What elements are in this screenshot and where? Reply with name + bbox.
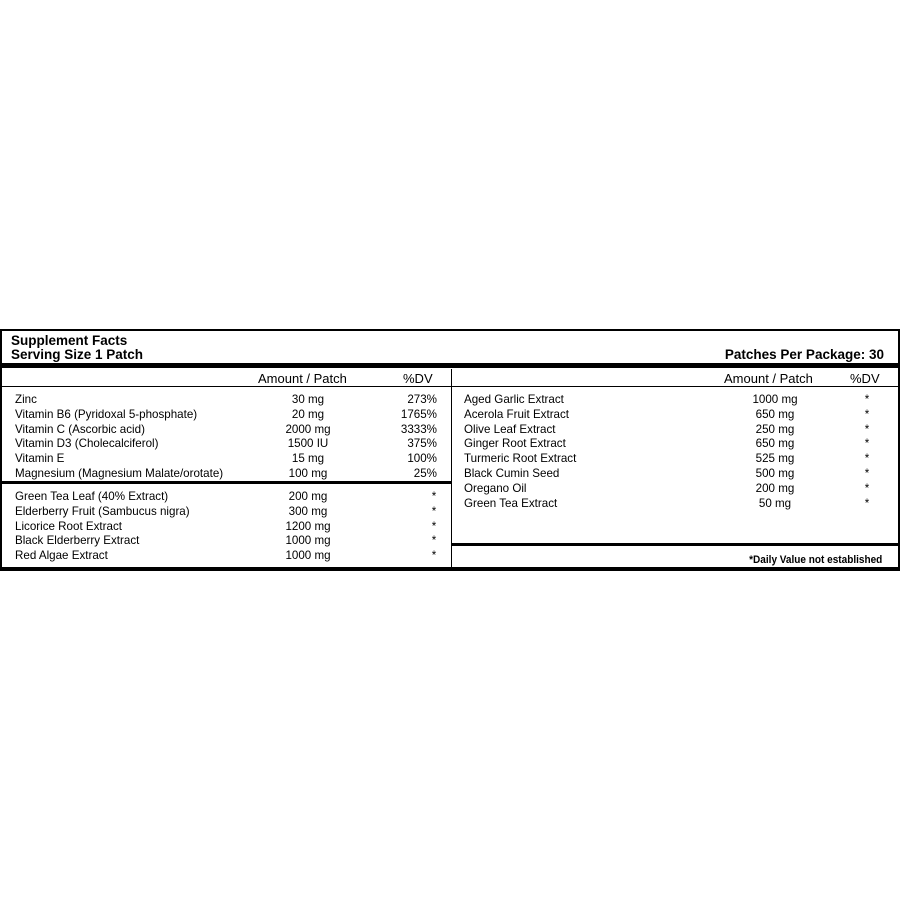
- extract-amount: 250 mg: [755, 422, 795, 436]
- extract-row: [2, 452, 898, 467]
- nutrient-dv: 375%: [407, 437, 437, 451]
- extract-row: [2, 408, 898, 423]
- extract-amount: 1000 mg: [285, 549, 331, 563]
- nutrient-amount: 20 mg: [291, 407, 325, 421]
- nutrient-amount: 2000 mg: [285, 422, 331, 436]
- patches-per-package: Patches Per Package: 30: [724, 347, 884, 362]
- panel-title: Supplement Facts: [11, 333, 128, 348]
- nutrient-name: Vitamin C (Ascorbic acid): [15, 422, 145, 436]
- extract-dv: *: [431, 534, 437, 548]
- left-subheader-rule: [2, 386, 451, 387]
- extract-row: [2, 393, 898, 408]
- extract-amount: 1000 mg: [752, 393, 798, 406]
- extract-name: Aged Garlic Extract: [464, 393, 564, 406]
- nutrient-amount: 100 mg: [288, 467, 328, 480]
- extract-amount: 1200 mg: [285, 519, 331, 533]
- nutrient-name: Vitamin D3 (Cholecalciferol): [15, 437, 159, 451]
- nutrient-name: Vitamin E: [15, 452, 65, 466]
- serving-size: Serving Size 1 Patch: [11, 347, 144, 362]
- extract-dv: *: [864, 496, 870, 510]
- extract-dv: *: [431, 490, 437, 503]
- extract-name: Black Elderberry Extract: [15, 534, 140, 548]
- extract-name: Licorice Root Extract: [15, 519, 122, 533]
- extract-name: Elderberry Fruit (Sambucus nigra): [15, 504, 190, 518]
- extract-amount: 650 mg: [755, 437, 795, 451]
- extract-name: Ginger Root Extract: [464, 437, 566, 451]
- extract-row: [2, 497, 898, 512]
- left-amount-header: Amount / Patch: [258, 371, 347, 386]
- extract-row: [2, 549, 451, 564]
- extract-amount: 1000 mg: [285, 534, 331, 548]
- extract-name: Green Tea Leaf (40% Extract): [15, 490, 169, 503]
- extract-row: [2, 534, 451, 549]
- extract-dv: *: [431, 549, 437, 563]
- right-amount-header: Amount / Patch: [724, 371, 813, 386]
- extract-amount: 200 mg: [755, 481, 795, 495]
- extract-amount: 650 mg: [755, 407, 795, 421]
- right-footer-rule: [451, 543, 898, 546]
- nutrient-amount: 15 mg: [291, 452, 325, 466]
- extract-amount: 300 mg: [288, 504, 328, 518]
- header-rule: [2, 363, 898, 368]
- right-dv-header: %DV: [850, 371, 880, 386]
- extract-amount: 525 mg: [755, 452, 795, 466]
- extract-dv: *: [864, 481, 870, 495]
- nutrient-name: Magnesium (Magnesium Malate/orotate): [15, 467, 224, 480]
- nutrient-amount: 1500 IU: [287, 437, 329, 451]
- right-subheader-rule: [451, 386, 898, 387]
- extract-row: [2, 467, 898, 482]
- extract-dv: *: [431, 504, 437, 518]
- extract-name: Red Algae Extract: [15, 549, 108, 563]
- nutrient-dv: 100%: [407, 452, 437, 466]
- nutrient-dv: 3333%: [400, 422, 437, 436]
- extract-name: Turmeric Root Extract: [464, 452, 577, 466]
- extract-dv: *: [864, 393, 870, 406]
- extract-dv: *: [864, 437, 870, 451]
- extract-row: [2, 520, 451, 535]
- extract-name: Green Tea Extract: [464, 496, 558, 510]
- nutrient-name: Vitamin B6 (Pyridoxal 5-phosphate): [15, 407, 198, 421]
- supplement-facts-panel: [0, 329, 900, 571]
- nutrient-amount: 30 mg: [291, 393, 325, 406]
- extract-amount: 50 mg: [758, 496, 792, 510]
- extract-name: Olive Leaf Extract: [464, 422, 556, 436]
- nutrient-dv: 25%: [413, 467, 437, 480]
- extract-amount: 500 mg: [755, 467, 795, 480]
- left-dv-header: %DV: [403, 371, 433, 386]
- nutrient-dv: 273%: [407, 393, 437, 406]
- extract-row: [2, 482, 898, 497]
- extract-row: [2, 423, 898, 438]
- extract-name: Black Cumin Seed: [464, 467, 560, 480]
- extract-name: Oregano Oil: [464, 481, 527, 495]
- nutrient-name: Zinc: [15, 393, 37, 406]
- extract-dv: *: [864, 422, 870, 436]
- extract-dv: *: [864, 452, 870, 466]
- extract-dv: *: [864, 407, 870, 421]
- extract-dv: *: [431, 519, 437, 533]
- extract-dv: *: [864, 467, 870, 480]
- extract-row: [2, 437, 898, 452]
- daily-value-footnote: *Daily Value not established: [748, 554, 882, 566]
- nutrient-dv: 1765%: [400, 407, 437, 421]
- extract-name: Acerola Fruit Extract: [464, 407, 570, 421]
- extract-amount: 200 mg: [288, 490, 328, 503]
